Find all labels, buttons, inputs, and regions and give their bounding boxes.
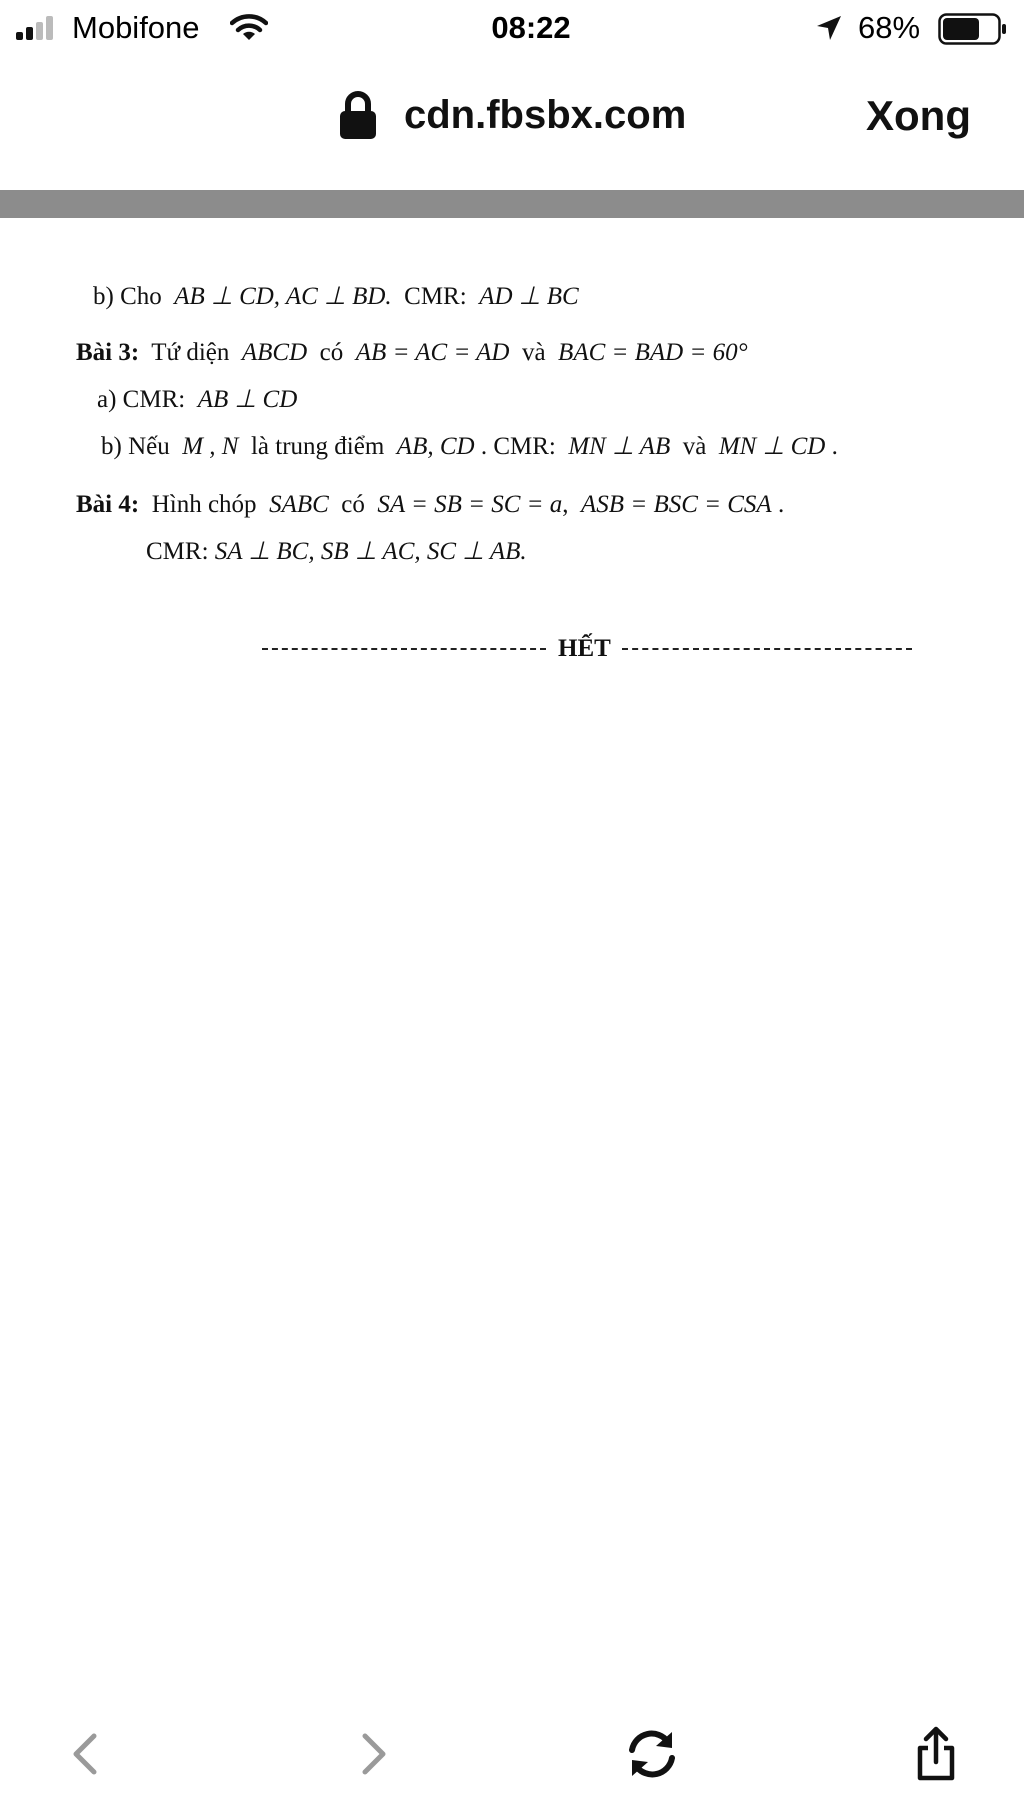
text: và [521, 339, 546, 366]
back-icon [56, 1724, 116, 1784]
separator-bar [0, 190, 1024, 218]
problem-3-label: Bài 3: [76, 339, 140, 366]
done-button[interactable]: Xong [866, 92, 971, 139]
lock-icon [338, 90, 378, 140]
math: AD ⊥ BC [479, 283, 579, 310]
text: có [341, 491, 365, 518]
problem-3b-line [101, 430, 838, 464]
forward-icon [343, 1724, 403, 1784]
back-button[interactable] [56, 1724, 116, 1784]
text: , [562, 491, 569, 518]
text: . [777, 491, 785, 518]
text: . [831, 433, 838, 460]
forward-button[interactable] [343, 1724, 403, 1784]
text: b) Cho [93, 283, 162, 310]
end-marker [262, 632, 912, 666]
text: CMR: [404, 283, 467, 310]
battery-icon [938, 13, 1008, 45]
math: AB = AC = AD [355, 339, 510, 366]
document-page [0, 218, 1024, 1688]
math: MN ⊥ AB [568, 433, 671, 460]
text: CMR: [146, 538, 209, 565]
math: AB ⊥ CD [197, 386, 298, 413]
math: SA ⊥ BC, SB ⊥ AC, SC ⊥ AB. [214, 538, 527, 565]
end-dashes-left [262, 648, 546, 650]
text: . CMR: [480, 433, 556, 460]
math: SA = SB = SC = a [377, 491, 563, 518]
text: có [319, 339, 344, 366]
math: BAC = BAD = 60° [558, 339, 748, 366]
math: MN ⊥ CD [718, 433, 826, 460]
text: Tứ diện [151, 339, 230, 366]
problem-2b-line [93, 280, 579, 314]
math: M , N [182, 433, 239, 460]
share-icon [906, 1724, 966, 1784]
problem-4-proof-line [146, 535, 527, 569]
reload-icon [622, 1724, 682, 1784]
math: AB ⊥ CD, AC ⊥ BD. [174, 283, 392, 310]
status-bar [0, 0, 1024, 58]
carrier-name: Mobifone [72, 10, 200, 45]
clock-time: 08:22 [491, 10, 571, 45]
problem-4-label: Bài 4: [76, 491, 140, 518]
math: ABCD [241, 339, 308, 366]
text: a) CMR: [97, 386, 186, 413]
url-text[interactable]: cdn.fbsbx.com [404, 93, 687, 137]
problem-3a-line [97, 383, 297, 417]
end-word: HẾT [558, 635, 611, 662]
browser-toolbar [0, 1688, 1024, 1820]
math: ASB = BSC = CSA [581, 491, 772, 518]
problem-4-line [76, 488, 784, 522]
battery-percent: 68% [858, 10, 921, 45]
math: SABC [269, 491, 329, 518]
end-dashes-right [622, 648, 912, 650]
share-button[interactable] [906, 1724, 966, 1784]
text: và [682, 433, 707, 460]
text: là trung điểm [250, 433, 385, 460]
browser-header [0, 58, 1024, 190]
problem-3-line [76, 336, 748, 370]
text: Hình chóp [151, 491, 257, 518]
text: b) Nếu [101, 433, 170, 460]
math: AB, CD [396, 433, 475, 460]
location-arrow-icon [815, 14, 843, 42]
reload-button[interactable] [622, 1724, 682, 1784]
